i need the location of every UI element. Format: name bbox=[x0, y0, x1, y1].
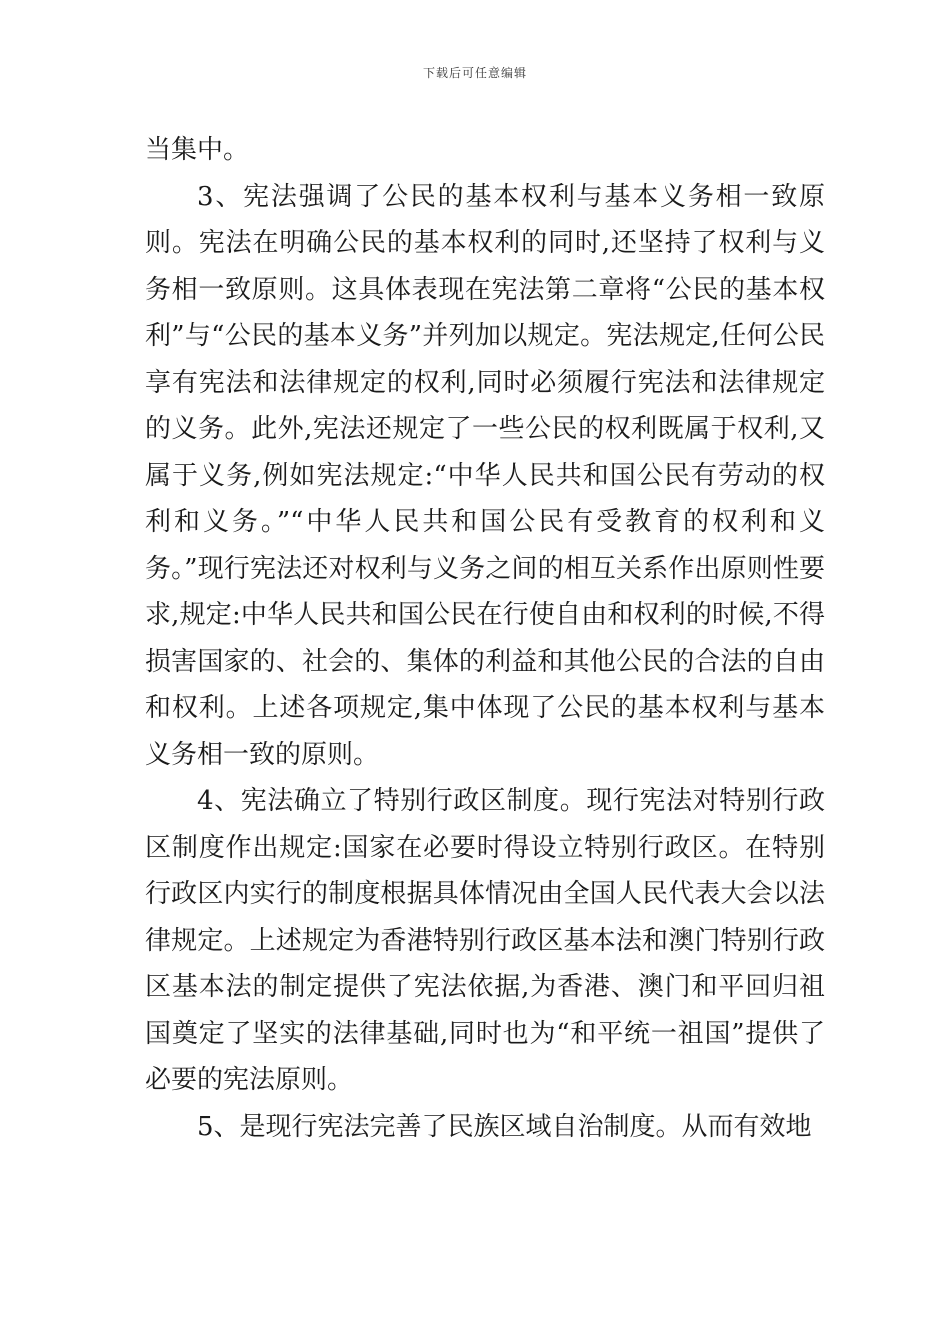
paragraph-4-special-administrative-region: 4、宪法确立了特别行政区制度。现行宪法对特别行政区制度作出规定:国家在必要时得设立特别行政区。在特别行政区内实行的制度根据具体情况由全国人民代表大会以法律规定。上述规定为香港特别行政区基本法和澳门特别行政区基本法的制定提供了宪法依据,为香港、澳门和平回归祖国奠定了坚实的法律基础,同时也为“和平统一祖国”提供了必要的宪法原则。 bbox=[145, 786, 825, 1095]
paragraph-3-rights-and-duties: 3、宪法强调了公民的基本权利与基本义务相一致原则。宪法在明确公民的基本权利的同时,还坚持了权利与义务相一致原则。这具体表现在宪法第二章将“公民的基本权利”与“公民的基本义务”并列加以规定。宪法规定,任何公民享有宪法和法律规定的权利,同时必须履行宪法和法律规定的义务。此外,宪法还规定了一些公民的权利既属于权利,又属于义务,例如宪法规定:“中华人民共和国公民有劳动的权利和义务。”“中华人民共和国公民有受教育的权利和义务。”现行宪法还对权利与义务之间的相互关系作出原则性要求,规定:中华人民共和国公民在行使自由和权利的时候,不得损害国家的、社会的、集体的利益和其他公民的合法的自由和权利。上述各项规定,集中体现了公民的基本权利与基本义务相一致的原则。 bbox=[145, 181, 825, 770]
paragraph-continuation: 当集中。 bbox=[145, 135, 250, 165]
page-header: 下载后可任意编辑 bbox=[422, 66, 527, 80]
document-body bbox=[145, 127, 825, 1150]
paragraph-5-regional-autonomy: 5、是现行宪法完善了民族区域自治制度。从而有效地 bbox=[197, 1111, 812, 1142]
